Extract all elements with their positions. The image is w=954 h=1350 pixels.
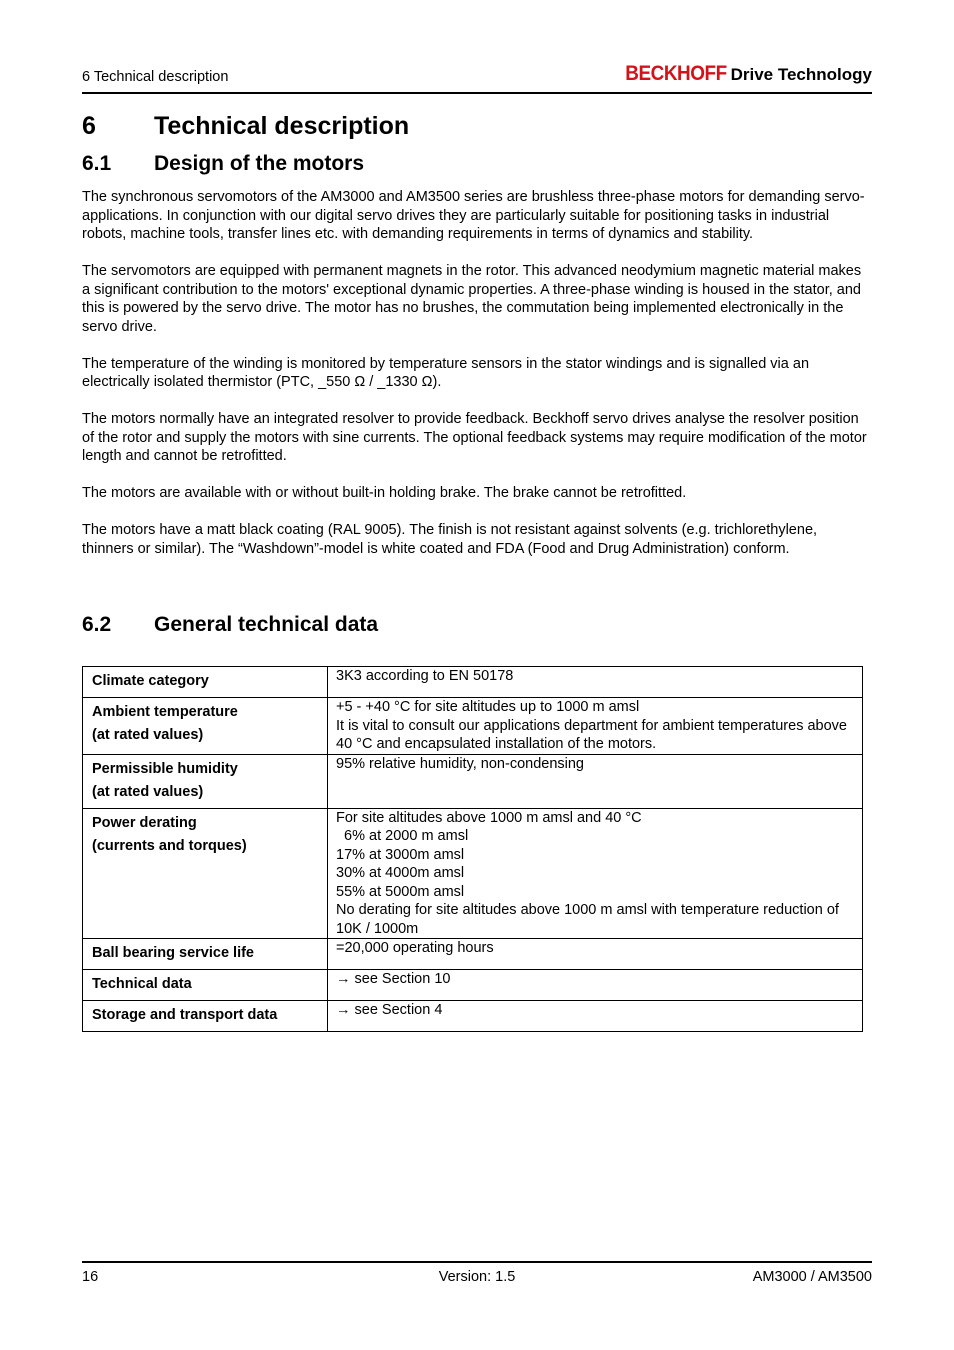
beckhoff-logo: BECKHOFF	[625, 62, 727, 85]
row-value: For site altitudes above 1000 m amsl and 40 °C 6% at 2000 m amsl 17% at 3000m amsl 30% at 4000m amsl 55% at 5000m amsl No derating for site altitudes above 1000 m amsl with temperature reduction of 10K / 1000m	[328, 808, 863, 939]
row-value: +5 - +40 °C for site altitudes up to 1000 m amsl It is vital to consult our applications department for ambient temperatures above 40 °C and encapsulated installation of the motors.	[328, 698, 863, 755]
table-row	[83, 667, 863, 698]
row-label: Ball bearing service life	[83, 939, 328, 970]
row-label: Climate category	[83, 667, 328, 698]
technical-data-table	[82, 666, 863, 1032]
page-number: 16	[82, 1269, 99, 1285]
row-value: 3K3 according to EN 50178	[328, 667, 863, 698]
page-header	[82, 62, 872, 94]
section-number: 6.1	[82, 152, 112, 175]
row-value: 95% relative humidity, non-condensing	[328, 754, 863, 808]
chapter-title: Technical description	[154, 112, 410, 140]
row-label: Storage and transport data	[83, 1001, 328, 1032]
table-row	[83, 754, 863, 808]
brand-suffix: Drive Technology	[730, 65, 872, 84]
row-label: Technical data	[83, 970, 328, 1001]
section-title: Design of the motors	[154, 152, 365, 175]
row-label: Ambient temperature (at rated values)	[83, 698, 328, 755]
page-footer	[82, 1261, 872, 1293]
row-label: Power derating (currents and torques)	[83, 808, 328, 939]
row-label: Permissible humidity (at rated values)	[83, 754, 328, 808]
paragraph: The motors are available with or without built-in holding brake. The brake cannot be retrofitted.	[82, 485, 687, 501]
brand	[614, 62, 872, 86]
paragraph: The synchronous servomotors of the AM3000 and AM3500 series are brushless three-phase motors for demanding servo-applications. In conjunction with our digital servo drives they are particularly suitable for positioning tasks in industrial robots, machine tools, transfer lines etc. with demanding requirements in terms of dynamics and stability.	[82, 189, 865, 242]
paragraph: The motors have a matt black coating (RAL 9005). The finish is not resistant against solvents (e.g. trichlorethylene, thinners or similar). The “Washdown”-model is white coated and FDA (Food and Drug Administration) conform.	[82, 522, 818, 557]
row-value: → see Section 4	[328, 1001, 863, 1032]
table-row	[83, 1001, 863, 1032]
section-heading-general	[82, 613, 378, 637]
table-row	[83, 970, 863, 1001]
chapter-heading	[82, 112, 409, 141]
table-row	[83, 808, 863, 939]
chapter-number: 6	[82, 112, 96, 140]
design-body	[82, 188, 872, 577]
section-number: 6.2	[82, 613, 112, 636]
paragraph: The temperature of the winding is monitored by temperature sensors in the stator windings and is signalled via an electrically isolated thermistor (PTC, _550 Ω / _1330 Ω).	[82, 355, 810, 390]
row-value: =20,000 operating hours	[328, 939, 863, 970]
paragraph: The motors normally have an integrated resolver to provide feedback. Beckhoff servo drives analyse the resolver position of the rotor and supply the motors with sine currents. The optional feedback systems may require modification of the motor length and cannot be retrofitted.	[82, 411, 867, 464]
section-heading-design	[82, 152, 364, 176]
paragraph: The servomotors are equipped with permanent magnets in the rotor. This advanced neodymium magnetic material makes a significant contribution to the motors' exceptional dynamic properties. A three-phase winding is housed in the stator, and this is powered by the servo drive. The motor has no brushes, the commutation being implemented electronically in the servo drive.	[82, 263, 862, 335]
section-title: General technical data	[154, 613, 379, 636]
row-value: → see Section 10	[328, 970, 863, 1001]
document-version: Version: 1.5	[438, 1269, 516, 1285]
table-row	[83, 939, 863, 970]
table-row	[83, 698, 863, 755]
product-name: AM3000 / AM3500	[752, 1269, 872, 1285]
header-section-title: 6 Technical description	[82, 69, 229, 85]
